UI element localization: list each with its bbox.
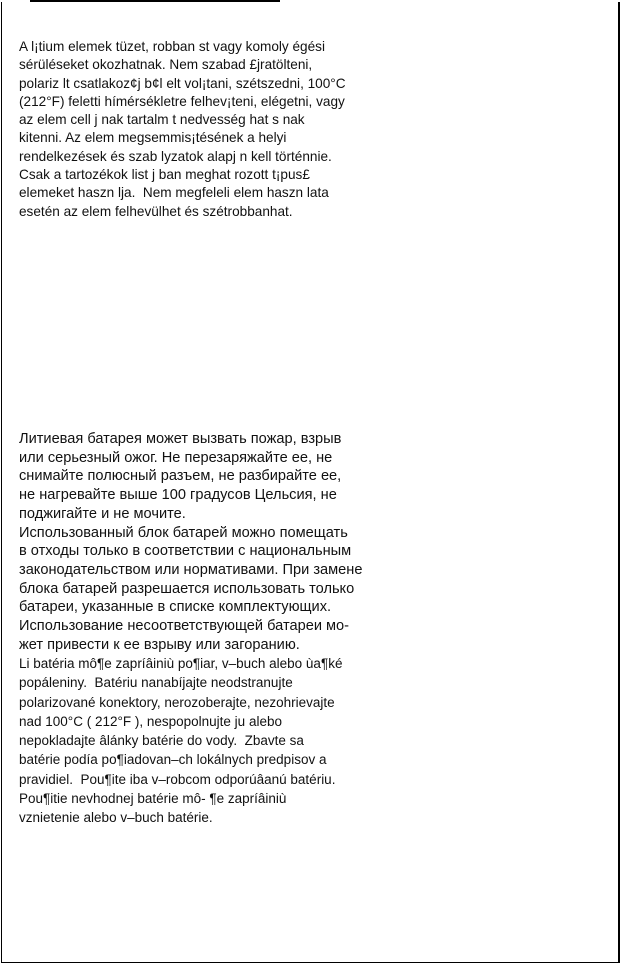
page-border-bottom bbox=[1, 962, 620, 963]
text-line: жет привести к ее взрыву или загоранию. bbox=[19, 636, 300, 653]
text-line: Литиевая батарея может вызвать пожар, взрыв bbox=[19, 431, 342, 447]
text-line: поджигайте и не мочите. bbox=[19, 505, 186, 522]
text-line: блока батарей разрешается использовать только bbox=[19, 580, 355, 597]
text-line: или серьезный ожог. Не перезаряжайте ее, не bbox=[19, 449, 333, 466]
text-line: polariz lt csatlakoz¢j b¢l elt vol¡tani, szétszedni, 100°C bbox=[19, 75, 346, 91]
text-line: polarizované konektory, nerozoberajte, nezohrievajte bbox=[19, 694, 335, 710]
text-line: A l¡tium elemek tüzet, robban st vagy komoly égési bbox=[19, 39, 325, 54]
text-line: (212°F) feletti hímérsékletre felhev¡teni, elégetni, vagy bbox=[19, 93, 345, 109]
text-line: nepokladajte âlánky batérie do vody. Zbavte sa bbox=[19, 733, 304, 749]
slovak-warning-paragraph bbox=[19, 654, 342, 828]
text-line: Pou¶itie nevhodnej batérie mô- ¶e zapríâiniù bbox=[19, 791, 287, 807]
text-line: батареи, указанные в списке комплектующих. bbox=[19, 599, 332, 616]
text-line: batérie podía po¶iadovan–ch lokálnych predpisov a bbox=[19, 752, 327, 768]
text-line: pravidiel. Pou¶ite iba v–robcom odporúâanú batériu. bbox=[19, 771, 336, 787]
hungarian-warning-paragraph bbox=[19, 38, 346, 221]
text-line: nad 100°C ( 212°F ), nespopolnujte ju alebo bbox=[19, 713, 282, 729]
text-line: esetén az elem felhevülhet és szétrobbanhat. bbox=[19, 203, 293, 219]
page-border-left bbox=[1, 2, 2, 962]
text-line: az elem cell j nak tartalm t nedvesség hat s nak bbox=[19, 112, 305, 128]
text-line: Li batéria mô¶e zapríâiniù po¶iar, v–buch alebo ùa¶ké bbox=[19, 656, 343, 671]
text-line: законодательством или нормативами. При замене bbox=[19, 561, 363, 578]
text-line: kitenni. Az elem megsemmis¡tésének a helyi bbox=[19, 130, 287, 146]
text-line: Использованный блок батарей можно помещать bbox=[19, 524, 348, 541]
text-line: Csak a tartozékok list j ban meghat rozott t¡pus£ bbox=[19, 167, 310, 183]
russian-warning-paragraph bbox=[19, 430, 362, 654]
text-line: sérüléseket okozhatnak. Nem szabad £jratölteni, bbox=[19, 57, 313, 73]
page-border-right bbox=[618, 2, 620, 962]
text-line: elemeket haszn lja. Nem megfeleli elem haszn lata bbox=[19, 185, 329, 201]
text-line: снимайте полюсный разъем, не разбирайте ее, bbox=[19, 468, 342, 485]
text-line: popáleniny. Batériu nanabíjajte neodstranujte bbox=[19, 675, 293, 691]
text-line: в отходы только в соответствии с национальным bbox=[19, 543, 352, 560]
text-line: rendelkezések és szab lyzatok alapj n kell történnie. bbox=[19, 148, 332, 164]
text-line: не нагревайте выше 100 градусов Цельсия, не bbox=[19, 487, 337, 504]
text-line: Использование несоответствующей батареи мо- bbox=[19, 618, 350, 635]
text-line: vznietenie alebo v–buch batérie. bbox=[19, 810, 213, 826]
top-rule bbox=[30, 0, 280, 2]
